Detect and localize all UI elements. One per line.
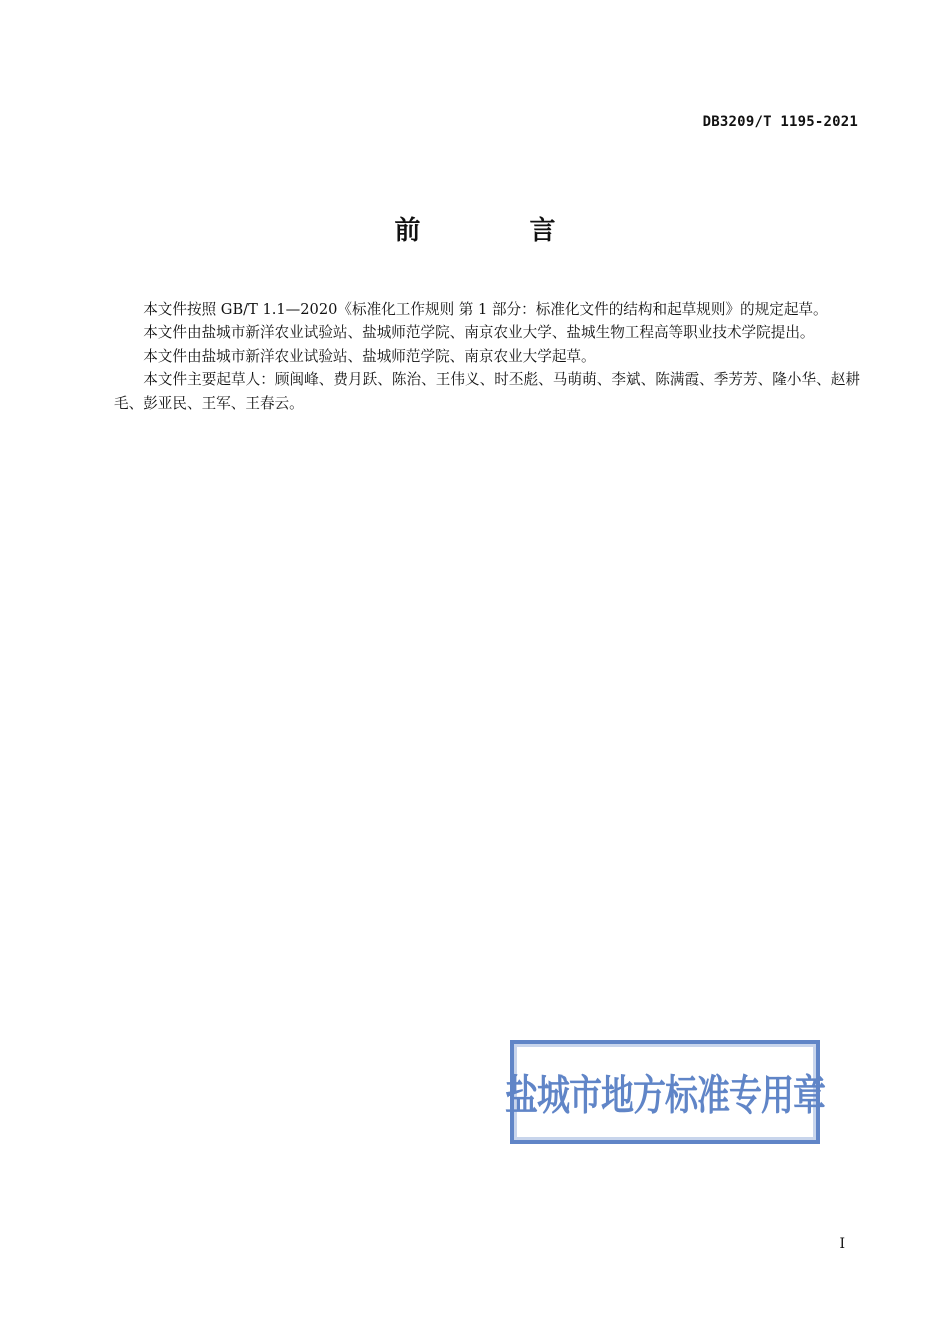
- official-seal-stamp: [505, 1040, 825, 1144]
- document-code: DB3209/T 1195-2021: [702, 114, 858, 130]
- section-title: 前 言: [394, 216, 606, 246]
- paragraph-drafting-rules: 本文件按照 GB/T 1.1—2020《标准化工作规则 第 1 部分：标准化文件的结构和起草规则》的规定起草。: [143, 301, 828, 318]
- page-number: I: [839, 1236, 845, 1252]
- paragraph-drafted-by: 本文件由盐城市新洋农业试验站、盐城师范学院、南京农业大学起草。: [143, 347, 596, 365]
- paragraph-main-drafters: 本文件主要起草人：顾闽峰、费月跃、陈治、王伟义、时丕彪、马萌萌、李斌、陈满霞、季芳芳、隆小华、赵耕毛、彭亚民、王军、王春云。: [114, 371, 860, 412]
- foreword-body: [114, 298, 860, 415]
- paragraph-proposed-by: 本文件由盐城市新洋农业试验站、盐城师范学院、南京农业大学、盐城生物工程高等职业技术学院提出。: [143, 324, 815, 342]
- stamp-text: 盐城市地方标准专用章: [505, 1070, 825, 1119]
